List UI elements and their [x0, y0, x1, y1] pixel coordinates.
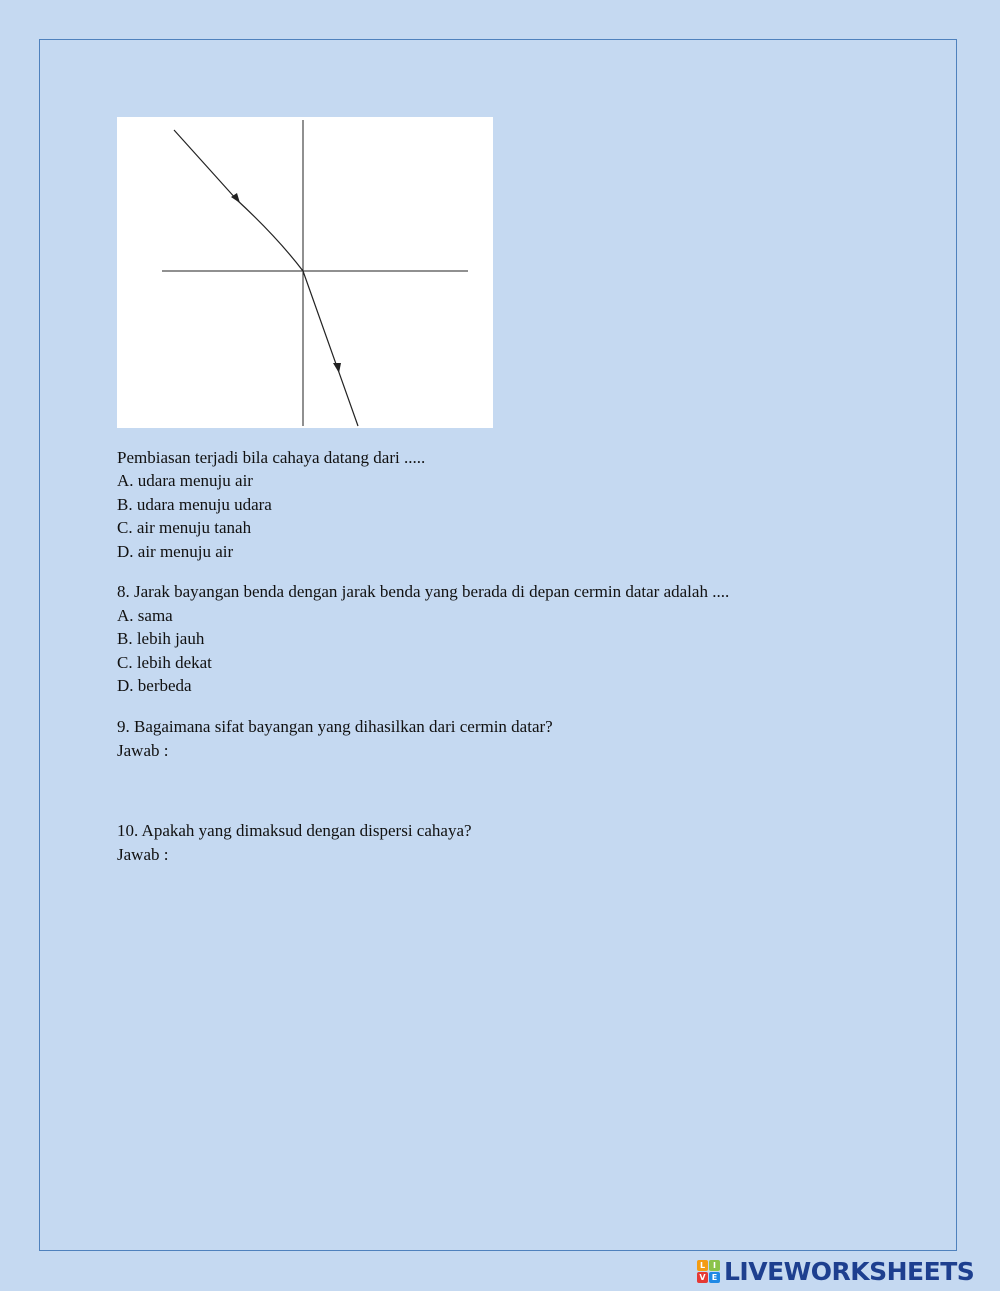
question-10-answer-label: Jawab : — [117, 845, 169, 864]
question-10-stem: 10. Apakah yang dimaksud dengan dispersi cahaya? — [117, 821, 472, 840]
question-8-option-c[interactable]: C. lebih dekat — [117, 653, 212, 672]
refraction-diagram-icon — [117, 117, 493, 428]
refraction-diagram — [117, 117, 493, 428]
logo-tile-i: I — [709, 1260, 720, 1271]
refracted-ray — [303, 271, 358, 426]
question-7-option-d[interactable]: D. air menuju air — [117, 542, 234, 561]
logo-tile-v: V — [697, 1272, 708, 1283]
refracted-arrow — [333, 363, 341, 373]
question-9-stem: 9. Bagaimana sifat bayangan yang dihasilkan dari cermin datar? — [117, 717, 553, 736]
question-7-option-c[interactable]: C. air menuju tanah — [117, 518, 252, 537]
question-9-answer-label: Jawab : — [117, 741, 169, 760]
logo-text: LIVEWORKSHEETS — [724, 1256, 975, 1286]
question-8-stem: 8. Jarak bayangan benda dengan jarak benda yang berada di depan cermin datar adalah .... — [117, 582, 730, 601]
question-8-option-a[interactable]: A. sama — [117, 606, 173, 625]
logo-tile-l: L — [697, 1260, 708, 1271]
question-8-option-b[interactable]: B. lebih jauh — [117, 629, 205, 648]
question-7-stem: Pembiasan terjadi bila cahaya datang dari ..... — [117, 448, 426, 467]
logo-tiles-icon — [697, 1260, 720, 1283]
question-7-option-b[interactable]: B. udara menuju udara — [117, 495, 272, 514]
liveworksheets-logo[interactable] — [697, 1257, 974, 1285]
logo-tile-e: E — [709, 1272, 720, 1283]
question-7-option-a[interactable]: A. udara menuju air — [117, 471, 253, 490]
question-8-option-d[interactable]: D. berbeda — [117, 676, 192, 695]
